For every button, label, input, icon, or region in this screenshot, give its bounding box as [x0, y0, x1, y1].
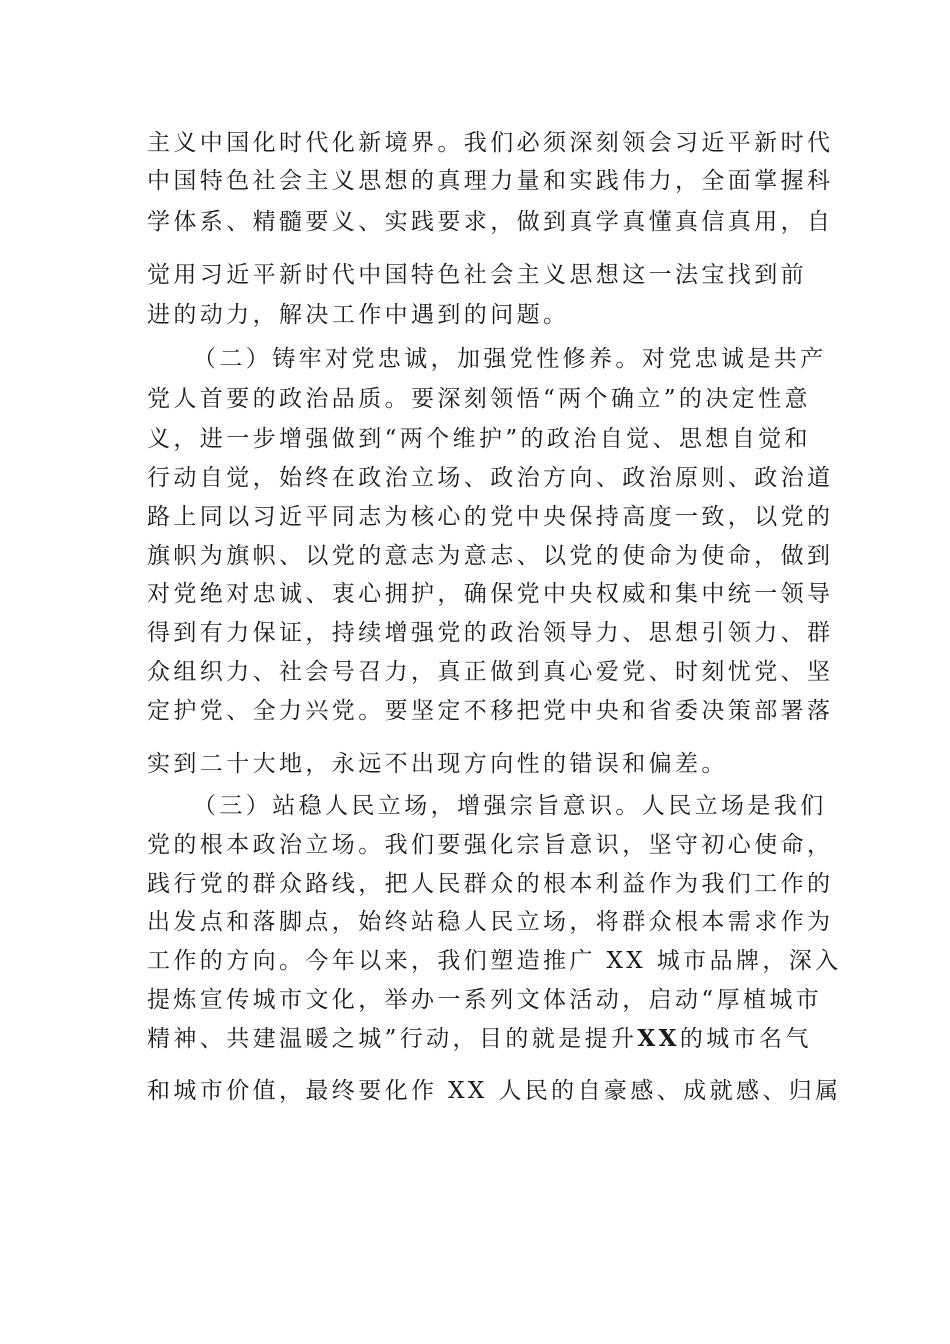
text-line — [147, 1024, 812, 1054]
section-heading-line: （二）铸牢对党忠诚，加强党性修养。对党忠诚是共产 — [193, 346, 827, 372]
text-line: 工作的方向。今年以来，我们塑造推广 XX 城市品牌，深入 — [147, 948, 842, 974]
text-line: 行动自觉，始终在政治立场、政治方向、政治原则、政治道 — [147, 465, 834, 491]
text-line: 和城市价值，最终要化作 XX 人民的自豪感、成就感、归属 — [147, 1078, 842, 1104]
text-line: 党的根本政治立场。我们要强化宗旨意识，坚守初心使命， — [147, 832, 834, 858]
text-line: 进的动力，解决工作中遇到的问题。 — [147, 302, 570, 328]
text-line: 学体系、精髓要义、实践要求，做到真学真懂真信真用，自 — [147, 209, 834, 235]
text-line: 提炼宣传城市文化，举办一系列文体活动，启动“厚植城市 — [147, 987, 823, 1013]
text-line: 得到有力保证，持续增强党的政治领导力、思想引领力、群 — [147, 620, 834, 646]
text-line: 路上同以习近平同志为核心的党中央保持高度一致，以党的 — [147, 504, 834, 530]
text-line: 定护党、全力兴党。要坚定不移把党中央和省委决策部署落 — [147, 698, 834, 724]
text-line: 众组织力、社会号召力，真正做到真心爱党、时刻忧党、坚 — [147, 659, 834, 685]
bold-placeholder: XX — [637, 1025, 680, 1052]
text-line: 践行党的群众路线，把人民群众的根本利益作为我们工作的 — [147, 871, 834, 897]
text-line: 中国特色社会主义思想的真理力量和实践伟力，全面掌握科 — [147, 168, 834, 194]
text-line: 觉用习近平新时代中国特色社会主义思想这一法宝找到前 — [147, 262, 807, 288]
text-line: 出发点和落脚点，始终站稳人民立场，将群众根本需求作为 — [147, 909, 834, 935]
text-segment: 的城市名气 — [679, 1026, 812, 1052]
text-line: 旗帜为旗帜、以党的意志为意志、以党的使命为使命，做到 — [147, 543, 834, 569]
text-line: 义，进一步增强做到“两个维护”的政治自觉、思想自觉和 — [147, 426, 811, 452]
text-line: 党人首要的政治品质。要深刻领悟“两个确立”的决定性意 — [147, 386, 811, 412]
text-segment: 精神、共建温暖之城”行动，目的就是提升 — [147, 1026, 638, 1052]
section-heading-line: （三）站稳人民立场，增强宗旨意识。人民立场是我们 — [193, 793, 827, 819]
text-line: 对党绝对忠诚、衷心拥护，确保党中央权威和集中统一领导 — [147, 581, 834, 607]
text-line: 实到二十大地，永远不出现方向性的错误和偏差。 — [147, 751, 728, 777]
text-line: 主义中国化时代化新境界。我们必须深刻领会习近平新时代 — [147, 130, 834, 156]
